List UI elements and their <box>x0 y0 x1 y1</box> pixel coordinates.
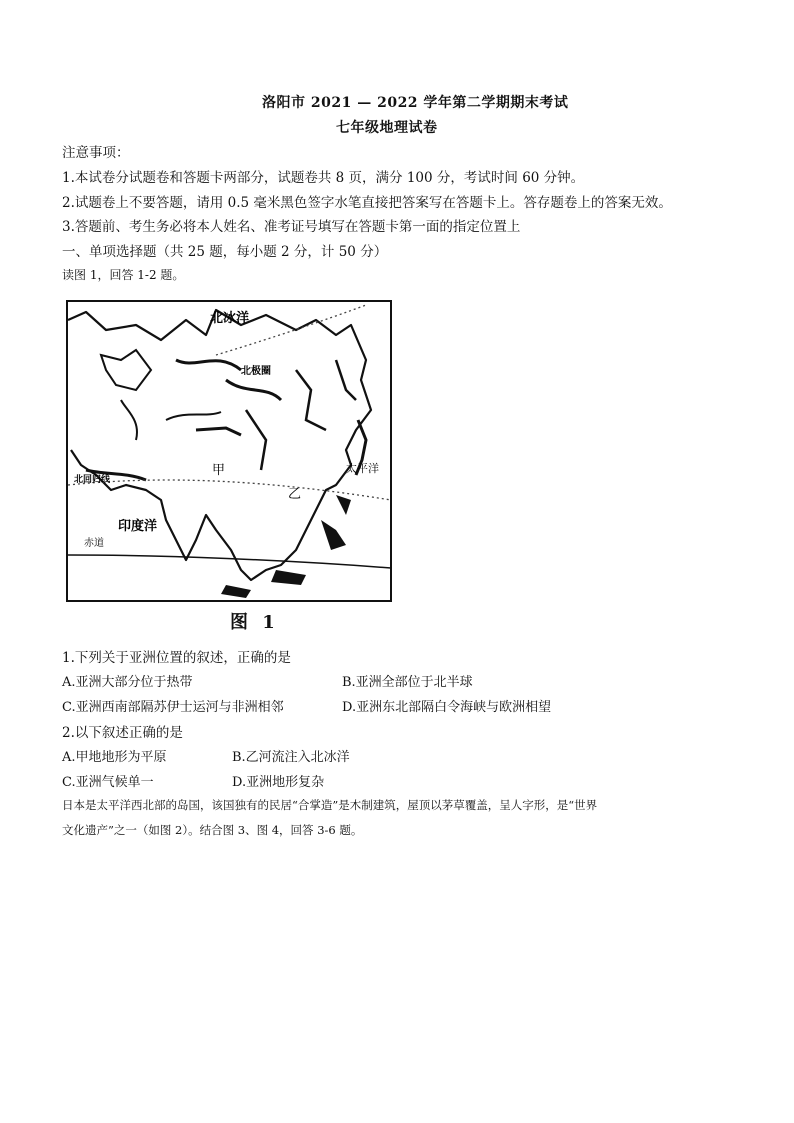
notice-heading: 注意事项： <box>62 145 130 161</box>
label-equator: 赤道 <box>84 538 104 549</box>
label-jia: 甲 <box>212 462 226 477</box>
figure-caption: 图 1 <box>230 612 279 633</box>
label-tropic: 北回归线 <box>74 474 111 484</box>
asia-map-figure <box>66 300 392 608</box>
section-intro: 读图 1，回答 1-2 题。 <box>62 268 185 282</box>
label-yi: 乙 <box>288 486 302 501</box>
question-1-stem: 1.下列关于亚洲位置的叙述，正确的是 <box>62 650 291 666</box>
exam-subtitle: 七年级地理试卷 <box>336 120 438 136</box>
label-indian-ocean: 印度洋 <box>118 518 158 533</box>
question-2-stem: 2.以下叙述正确的是 <box>62 725 183 741</box>
notice-item-3: 3.答题前、考生务必将本人姓名、准考证号填写在答题卡第一面的指定位置上 <box>62 219 521 235</box>
asia-map <box>66 300 392 608</box>
label-pacific-ocean: 太平洋 <box>346 463 379 475</box>
q2-option-c: C.亚洲气候单一 <box>62 775 154 790</box>
passage-line-1: 日本是太平洋西北部的岛国，该国独有的民居“合掌造”是木制建筑，屋顶以茅草覆盖，呈人字形，是“世界 <box>62 798 598 812</box>
section-heading: 一、单项选择题（共 25 题，每小题 2 分，计 50 分） <box>62 244 388 260</box>
exam-title: 洛阳市 2021 — 2022 学年第二学期期末考试 <box>262 95 569 111</box>
q2-option-d: D.亚洲地形复杂 <box>232 775 325 790</box>
notice-item-2: 2.试题卷上不要答题，请用 0.5 毫米黑色签字水笔直接把答案写在答题卡上。答存题卷上的答案无效。 <box>62 195 672 211</box>
label-arctic-circle: 北极圈 <box>241 366 271 377</box>
notice-item-1: 1.本试卷分试题卷和答题卡两部分，试题卷共 8 页，满分 100 分，考试时间 60 分钟。 <box>62 170 585 186</box>
label-arctic-ocean: 北冰洋 <box>210 310 250 325</box>
q1-option-c: C.亚洲西南部隔苏伊士运河与非洲相邻 <box>62 700 284 715</box>
q1-option-d: D.亚洲东北部隔白令海峡与欧洲相望 <box>342 700 552 715</box>
q1-option-a: A.亚洲大部分位于热带 <box>62 675 193 690</box>
q1-option-b: B.亚洲全部位于北半球 <box>342 675 473 690</box>
q2-option-b: B.乙河流注入北冰洋 <box>232 750 350 765</box>
q2-option-a: A.甲地地形为平原 <box>62 750 167 765</box>
passage-line-2: 文化遗产”之一（如图 2）。结合图 3、图 4，回答 3-6 题。 <box>62 823 363 837</box>
